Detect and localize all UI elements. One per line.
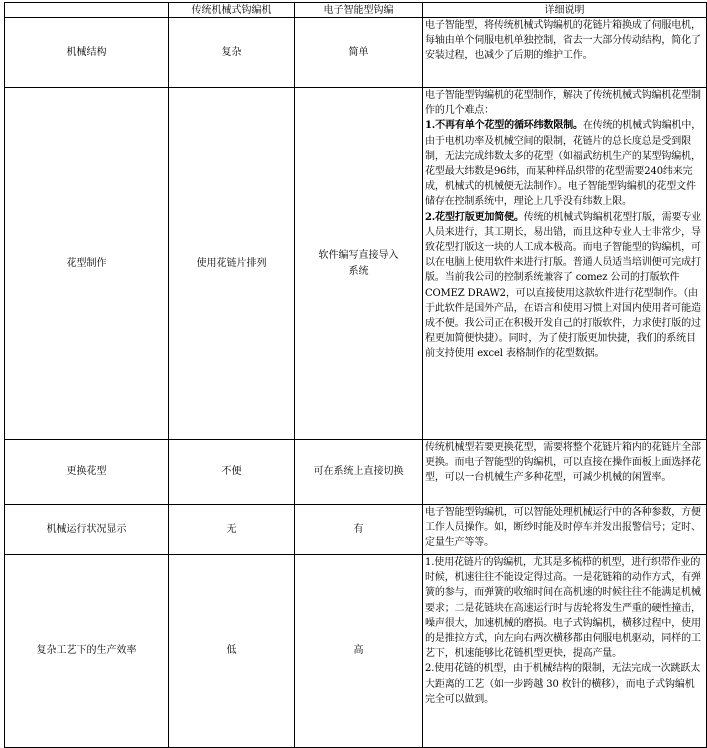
row-electronic: 简单 — [295, 18, 423, 88]
detail-paragraph-1: 1.使用花链片的钩编机，尤其是多梳栉的机型，进行织带作业的时候，机速往往不能设定得过高。一是花链箱的动作方式，有弹簧的参与，而弹簧的收缩时间在高机速的时候往往不能满足机械要求；二是花链块在高速运行时与齿轮将发生严重的硬性撞击，噪声很大，加速机械的磨损。电子式钩编机，横移过程中，使用的是推拉方式，向左向右两次横移都由伺服电机驱动，同样的工艺下，机速能够比花链机型更快，提高产量。 — [425, 557, 701, 660]
row-electronic: 软件编写直接导入系统 — [295, 88, 423, 440]
row-traditional: 不便 — [169, 440, 295, 505]
point-2-title: 2.花型打版更加简便。 — [425, 211, 524, 223]
row-item: 机械结构 — [5, 18, 169, 88]
detail-point-2 — [425, 210, 704, 362]
row-detail: 传统机械型若要更换花型，需要将整个花链片箱内的花链片全部更换。而电子智能型的钩编机，可以直接在操作面板上面选择花型，可以一台机械生产多种花型，可减少机械的闲置率。 — [423, 440, 707, 505]
header-item — [5, 3, 169, 18]
row-traditional: 复杂 — [169, 18, 295, 88]
header-traditional: 传统机械式钩编机 — [169, 3, 295, 18]
comparison-table — [4, 2, 707, 748]
row-traditional: 低 — [169, 555, 295, 748]
row-traditional: 无 — [169, 505, 295, 555]
point-1-title: 1.不再有单个花型的循环纬数限制。 — [425, 120, 583, 132]
row-change-pattern — [5, 440, 707, 505]
point-2-body: 传统的机械式钩编机花型打版，需要专业人员来进行，其工期长，易出错，而且这种专业人士非常少，导致花型打版这一块的人工成本极高。而电子智能型的钩编机，可以在电脑上使用软件来进行打版。普通人员适当培训便可完成打版。当前我公司的控制系统兼容了 comez 公司的打版软件 COMEZ DRAW2，可以直接使用这款软件进行花型制作。（由于此软件是国外产品，在语言和使用习惯上对国内使用者可能造成不便。我公司正在积极开发自己的打版软件，力求使打版的过程更加简便快捷）。同时，为了使打版更加快捷，我们的系统目前支持使用 excel 表格制作的花型数据。 — [425, 211, 702, 360]
row-detail — [423, 555, 707, 748]
row-detail — [423, 88, 707, 440]
row-item: 花型制作 — [5, 88, 169, 440]
header-electronic: 电子智能型钩编 — [295, 3, 423, 18]
row-item: 机械运行状况显示 — [5, 505, 169, 555]
header-row — [5, 3, 707, 18]
point-1-body: 在传统的机械式钩编机中，由于电机功率及机械空间的限制，花链片的总长度总是受到限制，无法完成纬数太多的花型（如福武纺机生产的某型钩编机，花型最大纬数是96纬，而某种样品织带的花型需要240纬来完成，机械式的机械便无法制作）。电子智能型钩编机的花型文件储存在控制系统中，理论上几乎没有纬数上限。 — [425, 120, 702, 208]
row-traditional: 使用花链片排列 — [169, 88, 295, 440]
header-detail: 详细说明 — [423, 3, 707, 18]
row-electronic: 有 — [295, 505, 423, 555]
row-detail: 电子智能型，将传统机械式钩编机的花链片箱换成了伺服电机，每轴由单个伺服电机单独控制，省去一大部分传动结构，简化了安装过程，也减少了后期的维护工作。 — [423, 18, 707, 88]
detail-paragraph-2: 2.使用花链的机型，由于机械结构的限制，无法完成一次跳跃太大距离的工艺（如一步跨越 30 枚针的横移），而电子式钩编机完全可以做到。 — [425, 663, 701, 705]
row-item: 复杂工艺下的生产效率 — [5, 555, 169, 748]
row-detail: 电子智能型钩编机，可以智能处理机械运行中的各种参数，方便工作人员操作。如，断纱时能及时停车并发出报警信号；定时、定量生产等等。 — [423, 505, 707, 555]
row-status-display — [5, 505, 707, 555]
row-electronic: 高 — [295, 555, 423, 748]
row-electronic: 可在系统上直接切换 — [295, 440, 423, 505]
detail-point-1 — [425, 118, 704, 209]
detail-intro: 电子智能型钩编机的花型制作，解决了传统机械式钩编机花型制作的几个难点： — [425, 90, 701, 117]
row-item: 更换花型 — [5, 440, 169, 505]
row-production-efficiency — [5, 555, 707, 748]
row-mechanical-structure — [5, 18, 707, 88]
row-pattern-making — [5, 88, 707, 440]
